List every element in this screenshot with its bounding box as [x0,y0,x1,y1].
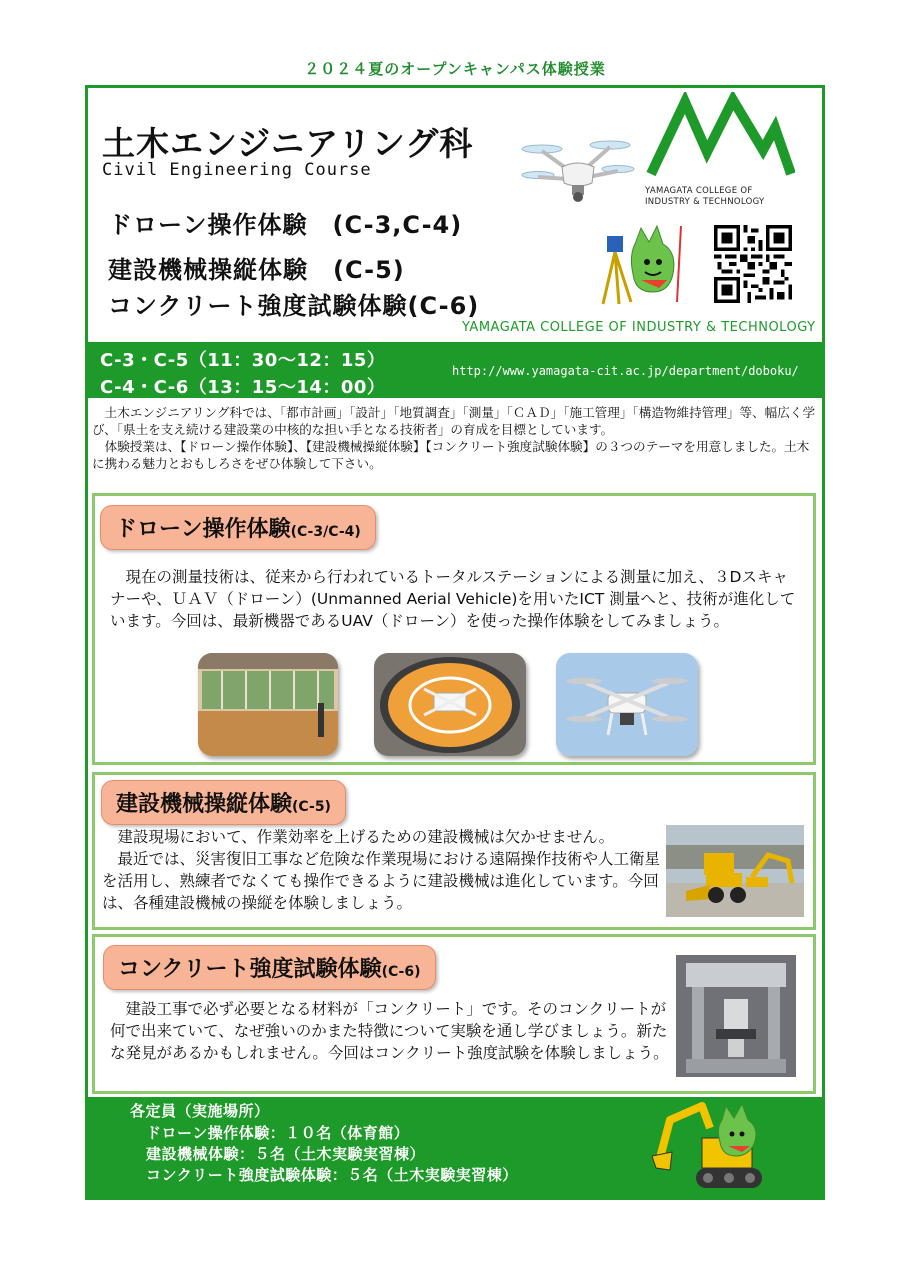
drone-section-heading [100,505,376,550]
flying-drone-photo [556,653,698,756]
compression-test-machine-photo [676,955,796,1077]
event-banner: ２０２４夏のオープンキャンパス体験授業 [304,60,606,78]
machine-section-code: (C-5) [292,799,331,815]
intro-paragraph-2: 体験授業は、【ドローン操作体験】、【建設機械操縦体験】【コンクリート強度試験体験】の３つのテーマを用意しました。土木に携わる魅力とおもしろさをぜひ体験して下さい。 [92,439,810,471]
drone-section-code: (C-3/C-4) [290,524,361,540]
capacity-machine: 建設機械体験：５名（土木実験実習棟） [146,1145,426,1163]
machine-section-heading [101,780,346,825]
logo-text-line-2: INDUSTRY & TECHNOLOGY [645,197,765,207]
schedule-time-2: C-4・C-6（13：15～14：00） [100,377,386,398]
capacity-concrete: コンクリート強度試験体験：５名（土木実験実習棟） [146,1166,518,1184]
machine-paragraph-2: 最近では、災害復旧工事など危険な作業現場における遠隔操作技術や人工衛星を活用し、熟練者でなくても操作できるように建設機械は進化しています。今回は、各種建設機械の操縦を体験しましょう。 [102,850,661,912]
concrete-section-heading [103,945,436,990]
department-title: 土木エンジニアリング科 [102,124,474,163]
gym-drone-photo [198,653,338,756]
intro-paragraph-1: 土木エンジニアリング科では、「都市計画」「設計」「地質調査」「測量」「ＣＡＤ」「施工管理」「構造物維持管理」等、幅広く学び、「県土を支え続ける建設業の中核的な担い手となる技術者」の育成を目標としています。 [92,405,816,437]
intro-text [92,404,820,472]
theme-drone: ドローン操作体験 (C-3,C-4) [108,211,463,239]
qr-code-icon [713,225,793,303]
mascot-surveyor-icon [597,222,687,308]
concrete-section-title: コンクリート強度試験体験 [118,957,382,982]
concrete-section-text: 建設工事で必ず必要となる材料が「コンクリート」です。そのコンクリートが何で出来ていて、なぜ強いのかまた特徴について実験を通し学びましょう。新たな発見があるかもしれません。今回はコンクリート強度試験を体験しましょう。 [110,1000,669,1062]
drone-illustration-icon [520,135,635,213]
drone-section-text: 現在の測量技術は、従来から行われているトータルステーションによる測量に加え、３Dスキャナーや、ＵＡＶ（ドローン）(Unmanned Aerial Vehicle)を用いたICT 測量へと、技術が進化しています。今回は、最新機器であるUAV（ドローン）を使った操作体験をしてみましょう。 [110,568,796,630]
machine-section-text [102,826,662,914]
college-logo-icon [645,92,795,180]
mascot-excavator-icon [650,1098,785,1196]
logo-text-line-1: YAMAGATA COLLEGE OF [645,186,753,196]
machine-paragraph-1: 建設現場において、作業効率を上げるための建設機械は欠かせません。 [117,828,615,846]
concrete-section-code: (C-6) [381,964,421,980]
theme-concrete: コンクリート強度試験体験(C-6) [108,292,480,320]
department-url-link[interactable]: http://www.yamagata-cit.ac.jp/department/doboku/ [452,364,799,378]
schedule-time-1: C-3・C-5（11：30～12：15） [100,350,386,371]
capacity-title: 各定員（実施場所） [130,1102,270,1120]
college-english-name: YAMAGATA COLLEGE OF INDUSTRY & TECHNOLOGY [462,320,816,335]
capacity-drone: ドローン操作体験：１０名（体育館） [146,1124,410,1142]
helipad-drone-photo [374,653,526,756]
drone-section-title: ドローン操作体験 [115,517,291,542]
construction-machine-photo [666,825,804,917]
theme-machine: 建設機械操縦体験 (C-5) [108,256,405,284]
department-english-name: Civil Engineering Course [102,160,372,180]
machine-section-title: 建設機械操縦体験 [116,792,293,817]
logo-text [645,186,765,208]
